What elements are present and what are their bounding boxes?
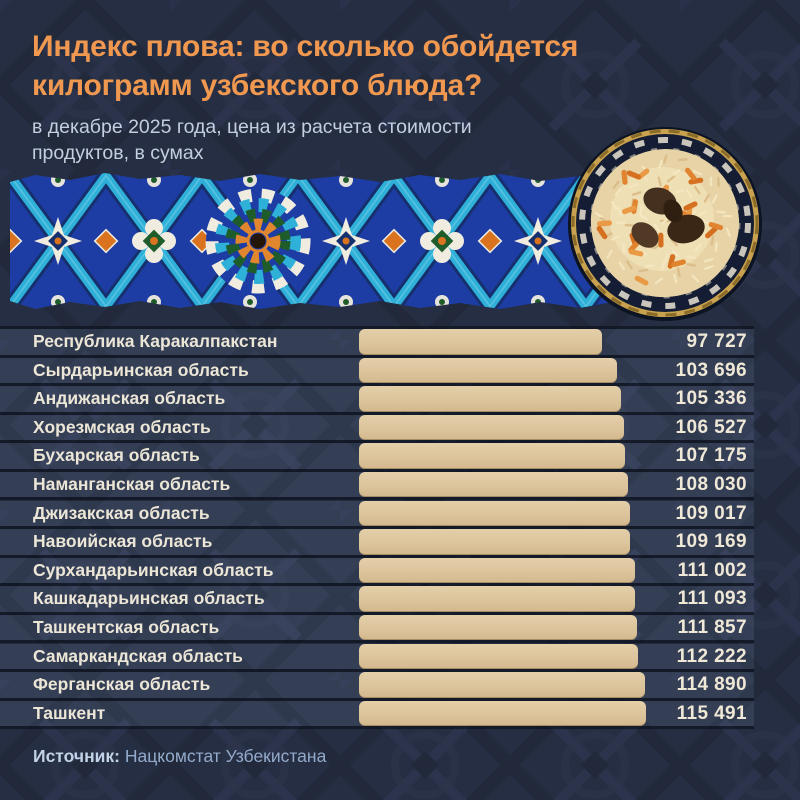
value-bar [359, 443, 625, 469]
value-bar [359, 386, 621, 412]
value-bar [359, 329, 602, 355]
region-label: Андижанская область [33, 388, 226, 409]
region-label: Кашкадарьинская область [33, 588, 265, 609]
value-label: 107 175 [675, 445, 747, 467]
value-label: 112 222 [676, 645, 747, 667]
value-label: 105 336 [675, 388, 747, 410]
value-label: 114 890 [676, 674, 747, 696]
table-row [0, 329, 754, 355]
value-bar [359, 358, 617, 384]
value-bar [359, 644, 638, 670]
value-bar [359, 501, 630, 527]
uzbek-tile-ornament [10, 172, 618, 312]
table-row [0, 472, 754, 498]
table-row [0, 443, 754, 469]
region-label: Ферганская область [33, 674, 211, 695]
value-bar [359, 472, 628, 498]
table-row [0, 615, 754, 641]
table-row [0, 358, 754, 384]
table-row [0, 701, 754, 727]
table-row [0, 386, 754, 412]
plov-plate-image [565, 123, 765, 323]
table-row [0, 529, 754, 555]
table-row [0, 672, 754, 698]
region-label: Самаркандская область [33, 645, 243, 666]
page-subtitle: в декабре 2025 года, цена из расчета стоимости продуктов, в сумах [32, 116, 472, 164]
value-bar [359, 615, 637, 641]
value-bar [359, 672, 645, 698]
table-row [0, 558, 754, 584]
table-row [0, 586, 754, 612]
chart-rows [0, 326, 754, 729]
table-row [0, 644, 754, 670]
region-label: Сурхандарьинская область [33, 559, 274, 580]
value-bar [359, 415, 624, 441]
page-title-line2: килограмм узбекского блюда? [32, 69, 483, 102]
page-title: Индекс плова: во сколько обойдется [32, 30, 579, 63]
value-label: 109 017 [675, 502, 747, 524]
table-row [0, 501, 754, 527]
source-label: Источник: [33, 746, 120, 766]
table-row [0, 415, 754, 441]
value-label: 111 002 [677, 559, 747, 581]
region-label: Ташкент [33, 702, 106, 723]
value-label: 109 169 [675, 531, 747, 553]
value-bar [359, 586, 635, 612]
page-header [32, 27, 578, 105]
source-line [33, 746, 326, 767]
region-label: Ташкентская область [33, 616, 220, 637]
value-label: 111 857 [677, 616, 747, 638]
region-label: Наманганская область [33, 473, 231, 494]
region-label: Навоийская область [33, 531, 213, 552]
region-label: Хорезмская область [33, 416, 211, 437]
value-label: 97 727 [686, 331, 747, 352]
value-bar [359, 701, 646, 727]
value-label: 108 030 [675, 473, 747, 495]
source-text: Нацкомстат Узбекистана [124, 746, 327, 766]
value-label: 115 491 [676, 702, 747, 724]
value-label: 106 527 [675, 416, 747, 438]
value-label: 111 093 [677, 588, 747, 610]
value-label: 103 696 [675, 359, 747, 381]
value-bar [359, 529, 630, 555]
value-bar [359, 558, 635, 584]
region-label: Республика Каракалпакстан [33, 331, 278, 351]
region-label: Бухарская область [33, 445, 200, 466]
region-label: Сырдарьинская область [33, 359, 249, 380]
region-label: Джизакская область [33, 502, 210, 523]
